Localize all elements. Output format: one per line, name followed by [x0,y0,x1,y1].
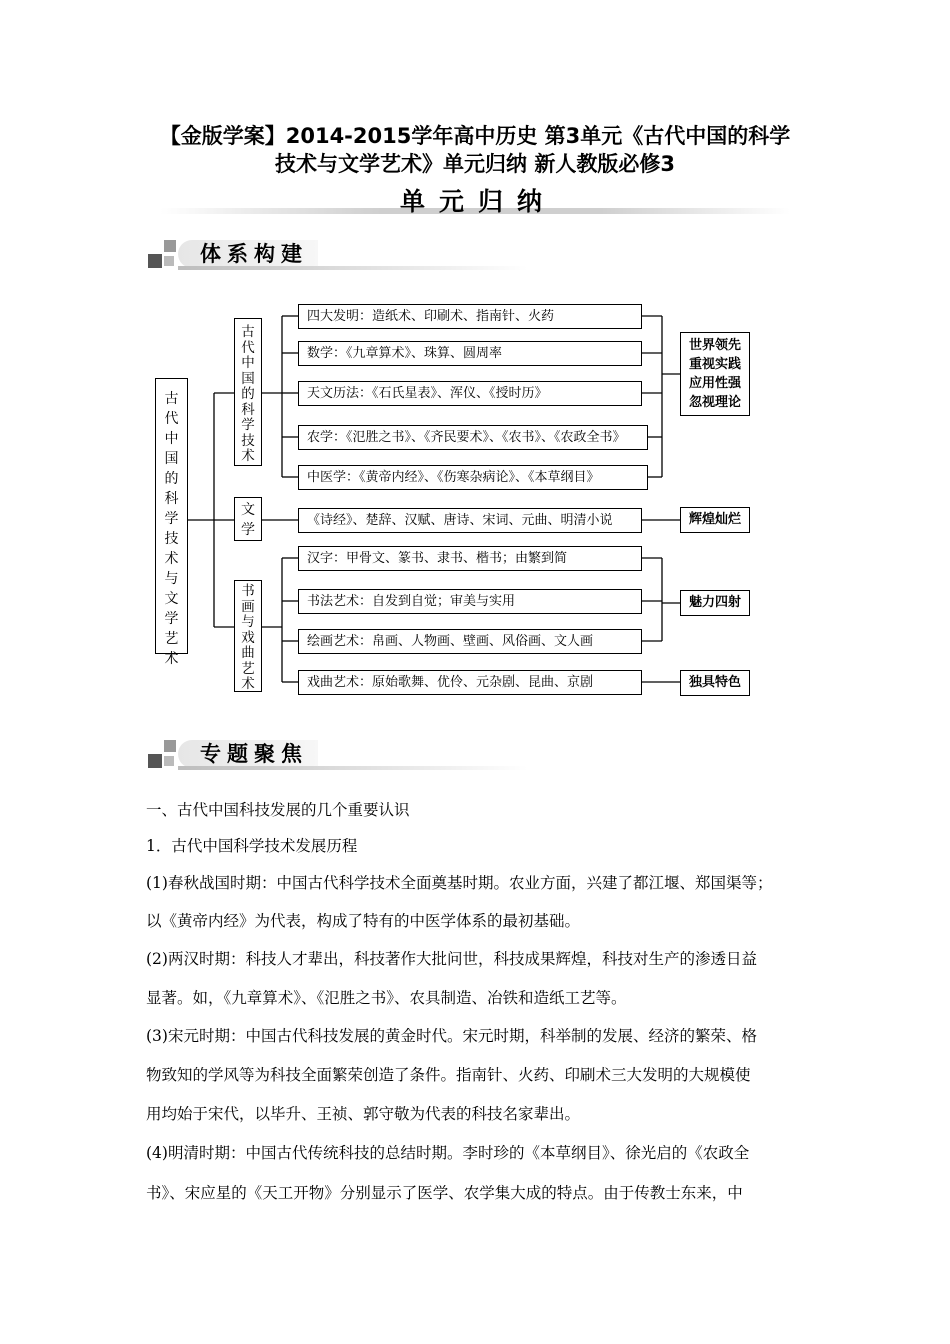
item-calligraphy: 书法艺术：自发到自觉；审美与实用 [298,589,642,614]
item-astronomy: 天文历法：《石氏星表》、浑仪、《授时历》 [298,381,642,406]
branch-literature-node [234,497,262,541]
title-line-1: 【金版学案】2014-2015学年高中历史 第3单元《古代中国的科学 [159,124,791,148]
item-literature: 《诗经》、楚辞、汉赋、唐诗、宋词、元曲、明清小说 [298,508,642,533]
title-line-2: 技术与文学艺术》单元归纳 新人教版必修3 [275,152,675,176]
body-subheading: 1．古代中国科学技术发展历程 [146,837,358,855]
item-chinese-characters: 汉字：甲骨文、篆书、隶书、楷书；由繁到简 [298,546,642,571]
body-line: (4)明清时期：中国古代传统科技的总结时期。李时珍的《本草纲目》、徐光启的《农政全 [146,1144,750,1162]
branch-art-label: 书画与戏曲艺术 [241,583,255,692]
item-drama: 戏曲艺术：原始歌舞、优伶、元杂剧、昆曲、京剧 [298,670,642,695]
section-header-topics [148,732,528,774]
body-line: (3)宋元时期：中国古代科技发展的黄金时代。宋元时期，科举制的发展、经济的繁荣、格 [146,1027,757,1045]
body-heading: 一、古代中国科技发展的几个重要认识 [146,801,410,819]
decor-square [148,754,162,768]
summary-calligraphy-painting: 魅力四射 [680,590,750,616]
branch-science-node [234,318,262,466]
body-line: 书》、宋应星的《天工开物》分别显示了医学、农学集大成的特点。由于传教士东来，中 [146,1184,743,1202]
summary-drama: 独具特色 [680,670,750,696]
branch-art-node [234,580,262,692]
decor-square [164,756,174,766]
item-medicine: 中医学：《黄帝内经》、《伤寒杂病论》、《本草纲目》 [298,465,648,490]
summary-science-label: 世界领先重视实践应用性强忽视理论 [688,338,741,410]
decor-square [164,740,176,752]
diagram-root-node [155,378,188,667]
body-line: 以《黄帝内经》为代表，构成了特有的中医学体系的最初基础。 [146,912,581,930]
summary-science [680,332,750,416]
item-four-inventions: 四大发明：造纸术、印刷术、指南针、火药 [298,304,642,329]
section-label: 体系构建 [200,242,308,266]
banner-label: 单元归纳 [400,187,557,216]
body-line: 用均始于宋代，以毕升、王祯、郭守敬为代表的科技名家辈出。 [146,1105,581,1123]
body-line: 物致知的学风等为科技全面繁荣创造了条件。指南针、火药、印刷术三大发明的大规模使 [146,1066,751,1084]
section-label: 专题聚焦 [200,742,308,766]
body-line: (1)春秋战国时期：中国古代科学技术全面奠基时期。农业方面，兴建了都江堰、郑国渠等； [146,874,773,892]
item-painting: 绘画艺术：帛画、人物画、壁画、风俗画、文人画 [298,629,642,654]
branch-science-label: 古代中国的科学技术 [241,324,255,464]
item-agriculture: 农学：《氾胜之书》、《齐民要术》、《农书》、《农政全书》 [298,425,648,450]
root-node-label: 古代中国的科学技术与文学艺术 [164,391,179,667]
item-mathematics: 数学：《九章算术》、珠算、圆周率 [298,341,642,366]
branch-literature-label: 文学 [241,502,255,538]
body-line: 显著。如，《九章算术》、《氾胜之书》、农具制造、冶铁和造纸工艺等。 [146,989,627,1007]
body-line: (2)两汉时期：科技人才辈出，科技著作大批问世，科技成果辉煌，科技对生产的渗透日益 [146,950,757,968]
summary-literature: 辉煌灿烂 [680,507,750,533]
